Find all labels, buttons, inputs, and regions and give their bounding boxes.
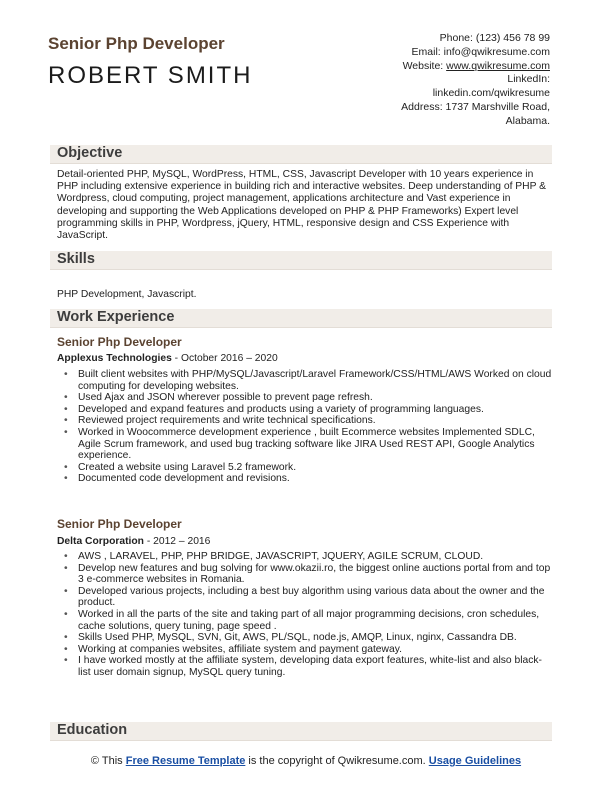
contact-address-line1: Address: 1737 Marshville Road, [401, 100, 550, 113]
objective-section-header [50, 145, 552, 164]
job-2-company-line [57, 536, 210, 547]
website-link[interactable]: www.qwikresume.com [446, 59, 550, 72]
list-item: • Developed and expand features and products using a variety of programming languages. [60, 404, 554, 416]
website-label: Website: [402, 59, 447, 72]
list-item: • Reviewed project requirements and write technical specifications. [60, 415, 554, 427]
footer-middle: is the copyright of Qwikresume.com. [245, 755, 429, 767]
skills-text: PHP Development, Javascript. [57, 289, 197, 300]
footer-prefix: © This [90, 755, 126, 767]
contact-linkedin-value: linkedin.com/qwikresume [432, 87, 550, 100]
list-item: • Documented code development and revisions. [60, 473, 554, 485]
contact-website [350, 60, 550, 74]
contact-linkedin-label: LinkedIn: [507, 73, 550, 86]
list-item: • I have worked mostly at the affiliate system, developing data export features, white-list and also black-list user domain signup, MySQL query tuning. [60, 655, 554, 678]
job-2-dates: - 2012 – 2016 [143, 536, 211, 547]
list-item: • AWS , LARAVEL, PHP, PHP BRIDGE, JAVASCRIPT, JQUERY, AGILE SCRUM, CLOUD. [60, 551, 554, 563]
education-section-header [50, 722, 552, 741]
contact-phone: Phone: (123) 456 78 99 [439, 32, 550, 44]
copyright-footer [0, 755, 612, 768]
list-item: • Worked in all the parts of the site and taking part of all major programming decisions, cron schedules, cache solutions, query tuning, page speed . [60, 609, 554, 632]
list-item: • Created a website using Laravel 5.2 framework. [60, 462, 554, 474]
objective-heading: Objective [57, 145, 123, 161]
skills-heading: Skills [57, 251, 95, 267]
contact-address-line2: Alabama. [505, 114, 550, 127]
job-1-title: Senior Php Developer [57, 335, 182, 349]
skills-section-header [50, 251, 552, 270]
job-1-dates: - October 2016 – 2020 [171, 353, 278, 364]
work-experience-section-header [50, 309, 552, 328]
job-1-company: Applexus Technologies [57, 353, 172, 364]
usage-guidelines-link[interactable]: Usage Guidelines [428, 755, 522, 767]
list-item: • Built client websites with PHP/MySQL/Javascript/Laravel Framework/CSS/HTML/AWS Worked on cloud computing for developing websites. [60, 369, 554, 392]
resume-job-title: Senior Php Developer [48, 34, 225, 53]
list-item: • Working at companies websites, affiliate system and payment gateway. [60, 644, 554, 656]
list-item: • Develop new features and bug solving for www.okazii.ro, the biggest online auctions portal from and top 3 e-commerce websites in Romania. [60, 563, 554, 586]
list-item: • Worked in Woocommerce development experience , built Ecommerce websites Implemented SDLC, Agile Scrum framework, and used bug tracking software like JIRA Used REST API, Google Analytics experience. [60, 427, 554, 462]
candidate-name: ROBERT SMITH [48, 62, 253, 89]
contact-block [350, 32, 550, 129]
list-item: • Developed various projects, including a best buy algorithm using various data about the owner and the product. [60, 586, 554, 609]
job-2-title: Senior Php Developer [57, 517, 182, 531]
job-2-bullets [60, 551, 554, 679]
work-experience-heading: Work Experience [57, 309, 175, 325]
objective-text: Detail-oriented PHP, MySQL, WordPress, HTML, CSS, Javascript Developer with 10 years experience in PHP including extensive experience in building rich and interactive websites. Deep understanding of PHP & Wordpress, cloud computing, project management, applications architecture and Vast experience in developing and supporting the Web Applications developed on PHP & PHP Frameworks) Expert level programming skills in PHP, Wordpress, jQuery, HTML, responsive design and CSS Experience with JavaScript. [57, 169, 547, 242]
list-item: • Skills Used PHP, MySQL, SVN, Git, AWS, PL/SQL, node.js, AMQP, Linux, nginx, Cassandra DB. [60, 632, 554, 644]
job-1-company-line [57, 353, 278, 364]
contact-email: Email: info@qwikresume.com [411, 45, 550, 58]
list-item: • Used Ajax and JSON wherever possible to prevent page refresh. [60, 392, 554, 404]
job-2-company: Delta Corporation [57, 536, 144, 547]
education-heading: Education [57, 722, 128, 738]
free-resume-template-link[interactable]: Free Resume Template [125, 755, 246, 767]
job-1-bullets [60, 369, 554, 485]
